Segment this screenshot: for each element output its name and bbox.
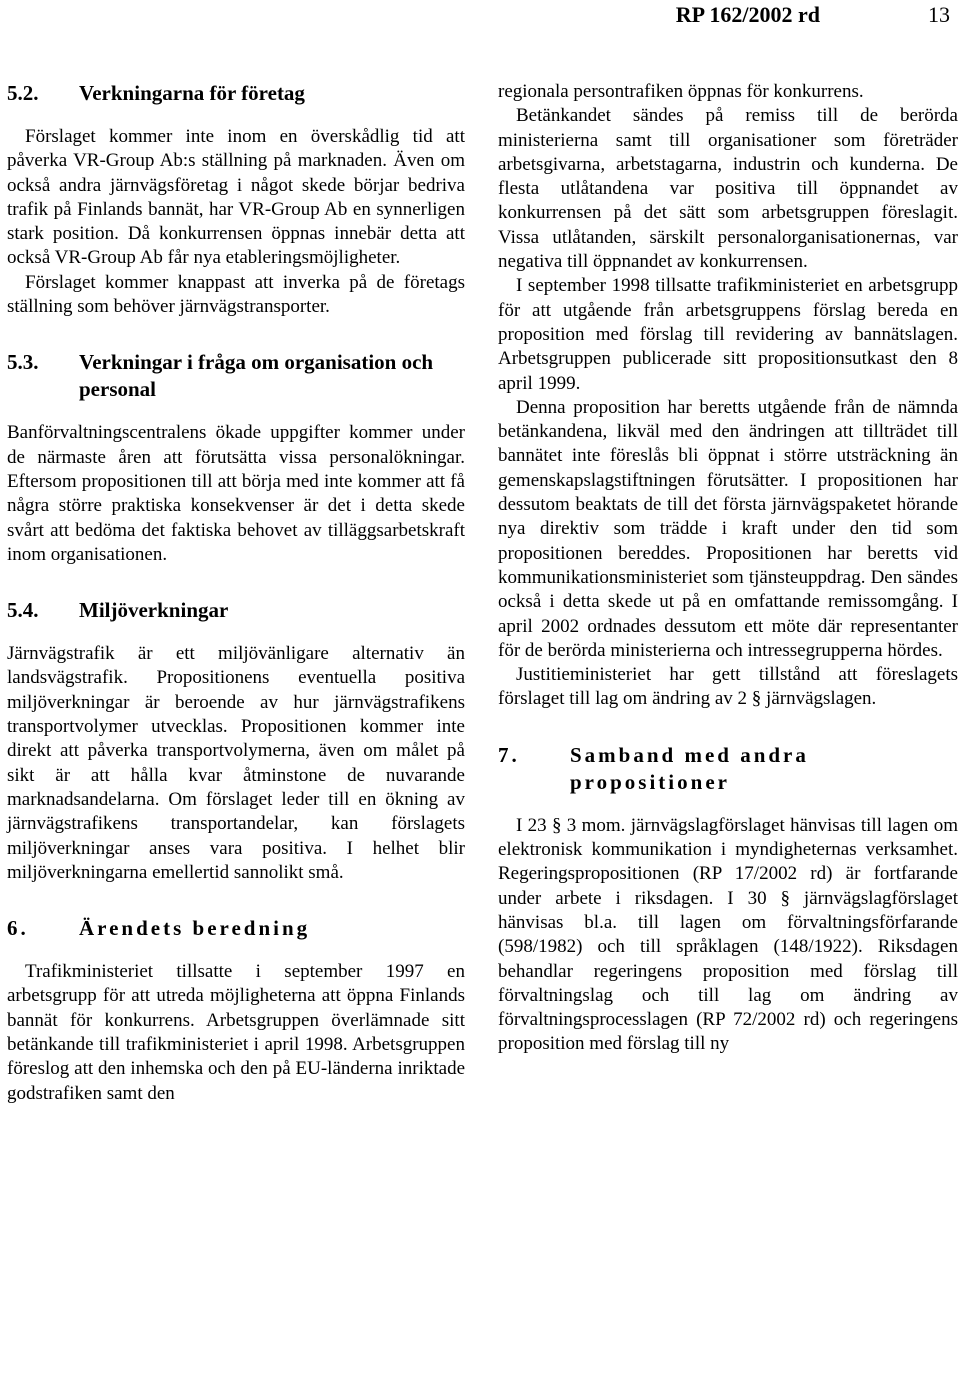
right-column <box>498 80 958 1057</box>
section-title: Samband med andra propositioner <box>570 742 809 794</box>
page-number: 13 <box>928 2 950 27</box>
left-column <box>7 80 465 1106</box>
section-title: Verkningar i fråga om organisation och personal <box>79 350 434 402</box>
section-5-2-heading <box>7 80 465 107</box>
paragraph: Justitieministeriet har gett tillstånd att föreslagets förslaget till lag om ändring av 2 § järnvägslagen. <box>498 664 958 710</box>
section-5-3-heading <box>7 349 465 403</box>
section-number: 5.4. <box>7 598 39 623</box>
paragraph: Järnvägstrafik är ett miljövänligare alternativ än landsvägstrafik. Propositionens eventuella positiva miljöverkningar är beroende av hur järnvägstrafikens transportvolymer utvecklas. Propositionen kommer inte direkt att påverka transportvolymerna, även om målet på sikt är att hålla kvar åtminstone de nuvarande marknadsandelarna. Om förslaget leder till en ökning av järnvägstrafikens transportandelar, kan förslagets miljöverkningar anses vara positiva. I helhet blir miljöverkningarna emellertid sannolikt små. <box>7 643 465 883</box>
section-title: Ärendets beredning <box>79 916 311 941</box>
paragraph: Betänkandet sändes på remiss till de berörda ministerierna samt till organisationer som företräder arbetsgivarna, arbetstagarna, industrin och kunderna. De flesta utlåtandena var positiva till öppnandet av konkurrensen på det sätt som arbetsgruppen föreslagit. Vissa utlåtanden, särskilt personalorganisationernas, var negativa till öppnandet av konkurrensen. <box>498 105 958 273</box>
paragraph: Banförvaltningscentralens ökade uppgifter kommer under de närmaste åren att förutsätta vissa personalökningar. Eftersom propositionen till att börja med inte kommer att få några större praktiska konsekvenser är det i detta skede svårt att bedöma det faktiska behovet av tilläggsarbetskraft inom organisationen. <box>7 422 465 565</box>
section-6-heading <box>7 915 465 942</box>
section-number: 7. <box>498 742 520 767</box>
section-number: 6. <box>7 916 29 941</box>
section-number: 5.3. <box>7 350 39 375</box>
page-header <box>0 0 960 30</box>
document-id: RP 162/2002 rd <box>675 2 820 27</box>
paragraph: Förslaget kommer inte inom en överskådlig tid att påverka VR-Group Ab:s ställning på marknaden. Även om också andra järnvägsföretag i något skede börjar bedriva trafik på Finlands bannät, har VR-Group Ab en synnerligen stark position. Då konkurrensen öppnas innebär detta att också VR-Group Ab får nya etableringsmöjligheter. <box>7 126 465 269</box>
paragraph: I 23 § 3 mom. järnvägslagförslaget hänvisas till lagen om elektronisk kommunikation i myndigheternas verksamhet. Regeringspropositionen (RP 17/2002 rd) är fortfarande under arbete i riksdagen. I 30 § järnvägslagförslaget hänvisas bl.a. till lagen om förvaltningsförfarande (598/1982) och till språklagen (148/1922). Riksdagen behandlar regeringens proposition med förslag till förvaltningslag och till lag om ändring av förvaltningsprocesslagen (RP 72/2002 rd) och regeringens proposition med förslag till ny <box>498 814 958 1055</box>
paragraph: I september 1998 tillsatte trafikministeriet en arbetsgrupp för att utgående från arbetsgruppens förslag bereda en proposition med förslag till revidering av bannätslagen. Arbetsgruppen publicerade sitt propositionsutkast den 8 april 1999. <box>498 275 958 394</box>
paragraph: Denna proposition har beretts utgående från de nämnda betänkandena, likväl med den ändringen att tillträdet till bannätet inte föreslås bli öppnat i större utsträckning än gemenskapslagstiftningen förutsätter. I propositionen har dessutom beaktats de till det första järnvägspaketet hörande nya direktiv som trädde i kraft under den tid som propositionen bereddes. Propositionen har beretts vid kommunikationsministeriet som tjänsteuppdrag. Den sändes också i detta skede ut på en omfattande remissomgång. I april 2002 ordnades dessutom ett möte där representanter för de berörda ministerierna och intressegrupperna hördes. <box>498 396 958 661</box>
section-7-heading <box>498 742 958 796</box>
section-5-4-heading <box>7 597 465 624</box>
section-title: Verkningarna för företag <box>79 81 305 105</box>
section-number: 5.2. <box>7 81 39 105</box>
section-title: Miljöverkningar <box>79 598 229 623</box>
paragraph: Förslaget kommer knappast att inverka på de företags ställning som behöver järnvägstransporter. <box>7 271 465 318</box>
paragraph: Trafikministeriet tillsatte i september 1997 en arbetsgrupp för att utreda möjligheterna att öppna Finlands bannät för konkurrens. Arbetsgruppen överlämnade sitt betänkande till trafikministeriet i april 1998. Arbetsgruppen föreslog att den inhemska och den på EU-länderna inriktade godstrafiken samt den <box>7 961 465 1104</box>
paragraph: regionala persontrafiken öppnas för konkurrens. <box>498 81 864 102</box>
